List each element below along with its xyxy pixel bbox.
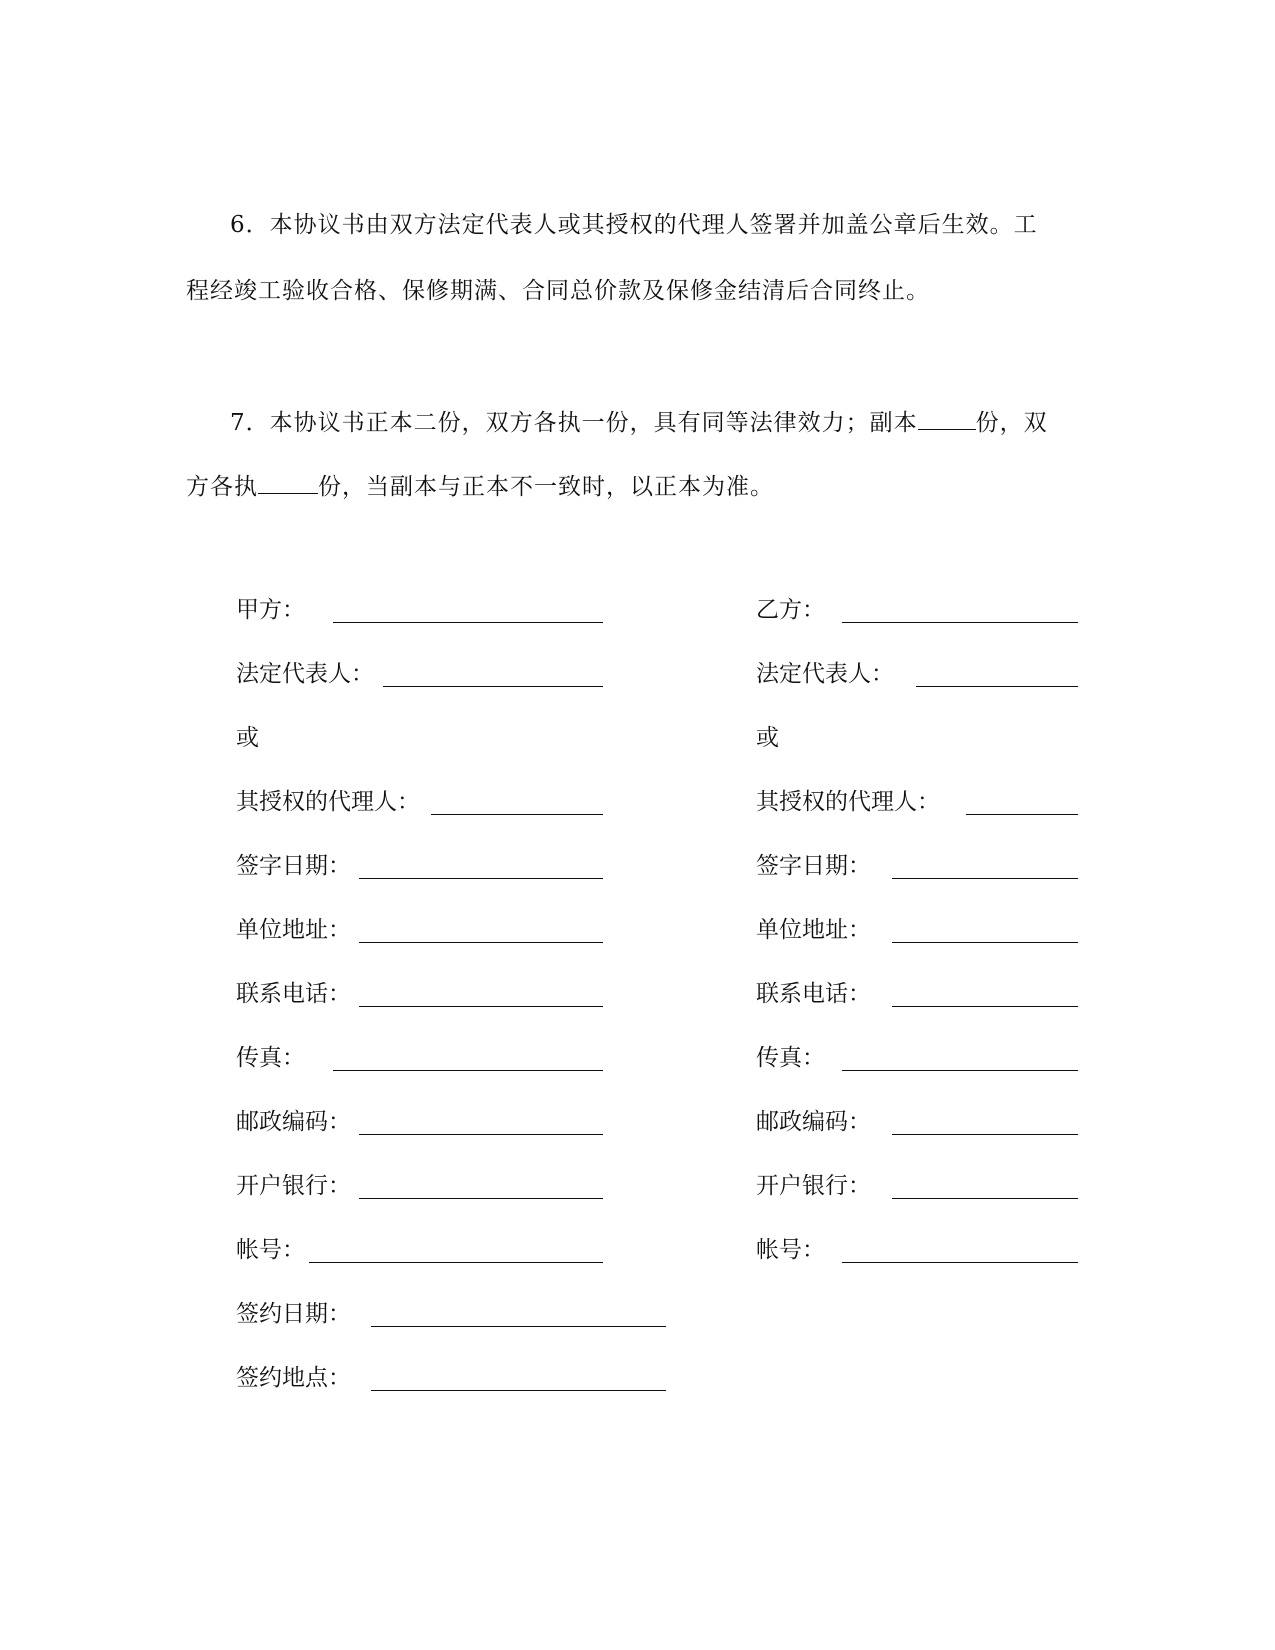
party-a-sign-date-field[interactable] (359, 878, 603, 879)
party-a-account-field[interactable] (309, 1262, 603, 1263)
party-b-account-field[interactable] (842, 1262, 1078, 1263)
party-b-address-field[interactable] (892, 942, 1078, 943)
party-a-fax-label: 传真： (236, 1045, 305, 1071)
party-a-sign-date-row (236, 851, 606, 881)
party-a-or-row (236, 723, 606, 753)
party-b-phone-field[interactable] (892, 1006, 1078, 1007)
party-b-address-label: 单位地址： (756, 917, 871, 943)
party-b-address-row (756, 915, 1081, 945)
party-a-name-row (236, 595, 606, 625)
party-b-legal-rep-row (756, 659, 1081, 689)
party-a-or-label: 或 (236, 725, 259, 751)
party-b-phone-row (756, 979, 1081, 1009)
clause-7-text-c: 方各执 (186, 474, 258, 500)
party-a-fax-field[interactable] (333, 1070, 603, 1071)
party-b-agent-field[interactable] (966, 814, 1078, 815)
party-a-agent-row (236, 787, 606, 817)
clause-7-text-d: 份，当副本与正本不一致时，以正本为准。 (318, 474, 774, 500)
party-a-legal-rep-label: 法定代表人： (236, 661, 374, 687)
party-b-sign-date-label: 签字日期： (756, 853, 871, 879)
party-b-postcode-label: 邮政编码： (756, 1109, 871, 1135)
clause-7-line-2 (186, 471, 774, 502)
copies-count-blank[interactable] (918, 407, 976, 430)
party-b-fax-row (756, 1043, 1081, 1073)
party-b-bank-field[interactable] (892, 1198, 1078, 1199)
copies-each-blank[interactable] (258, 471, 318, 494)
party-b-legal-rep-label: 法定代表人： (756, 661, 894, 687)
party-b-fax-label: 传真： (756, 1045, 825, 1071)
contract-sign-place-field[interactable] (371, 1390, 666, 1391)
party-b-agent-row (756, 787, 1081, 817)
party-a-account-row (236, 1235, 606, 1265)
party-a-agent-field[interactable] (431, 814, 603, 815)
party-b-or-row (756, 723, 1081, 753)
party-b-postcode-field[interactable] (892, 1134, 1078, 1135)
party-b-legal-rep-field[interactable] (916, 686, 1078, 687)
contract-sign-date-field[interactable] (371, 1326, 666, 1327)
party-b-bank-label: 开户银行： (756, 1173, 871, 1199)
party-b-name-row (756, 595, 1081, 625)
party-a-postcode-row (236, 1107, 606, 1137)
party-a-bank-field[interactable] (359, 1198, 603, 1199)
contract-sign-place-row (236, 1363, 676, 1393)
party-a-legal-rep-field[interactable] (383, 686, 603, 687)
party-a-address-field[interactable] (359, 942, 603, 943)
clause-7-text-a: 7．本协议书正本二份，双方各执一份，具有同等法律效力；副本 (230, 410, 918, 436)
party-b-name-field[interactable] (842, 622, 1078, 623)
party-a-name-field[interactable] (333, 622, 603, 623)
party-a-address-row (236, 915, 606, 945)
party-a-legal-rep-row (236, 659, 606, 689)
contract-sign-date-row (236, 1299, 676, 1329)
party-b-postcode-row (756, 1107, 1081, 1137)
party-b-account-row (756, 1235, 1081, 1265)
party-b-agent-label: 其授权的代理人： (756, 789, 940, 815)
party-b-phone-label: 联系电话： (756, 981, 871, 1007)
party-a-agent-label: 其授权的代理人： (236, 789, 420, 815)
party-b-fax-field[interactable] (842, 1070, 1078, 1071)
party-a-phone-field[interactable] (359, 1006, 603, 1007)
party-b-or-label: 或 (756, 725, 779, 751)
clause-6-line-1: 6．本协议书由双方法定代表人或其授权的代理人签署并加盖公章后生效。工 (230, 212, 1038, 238)
party-a-fax-row (236, 1043, 606, 1073)
party-b-bank-row (756, 1171, 1081, 1201)
party-b-account-label: 帐号： (756, 1237, 825, 1263)
party-b-label: 乙方： (756, 597, 825, 623)
contract-sign-date-label: 签约日期： (236, 1301, 351, 1327)
clause-7-text-b: 份，双 (975, 410, 1048, 436)
party-a-label: 甲方： (236, 597, 305, 623)
party-a-phone-row (236, 979, 606, 1009)
clause-7-line-1 (230, 407, 1048, 438)
party-a-bank-label: 开户银行： (236, 1173, 351, 1199)
clause-6-line-2: 程经竣工验收合格、保修期满、合同总价款及保修金结清后合同终止。 (186, 278, 930, 304)
contract-sign-place-label: 签约地点： (236, 1365, 351, 1391)
party-a-bank-row (236, 1171, 606, 1201)
party-a-postcode-label: 邮政编码： (236, 1109, 351, 1135)
party-a-phone-label: 联系电话： (236, 981, 351, 1007)
party-a-postcode-field[interactable] (359, 1134, 603, 1135)
party-a-account-label: 帐号： (236, 1237, 305, 1263)
party-b-sign-date-row (756, 851, 1081, 881)
party-a-sign-date-label: 签字日期： (236, 853, 351, 879)
party-b-sign-date-field[interactable] (892, 878, 1078, 879)
party-a-address-label: 单位地址： (236, 917, 351, 943)
